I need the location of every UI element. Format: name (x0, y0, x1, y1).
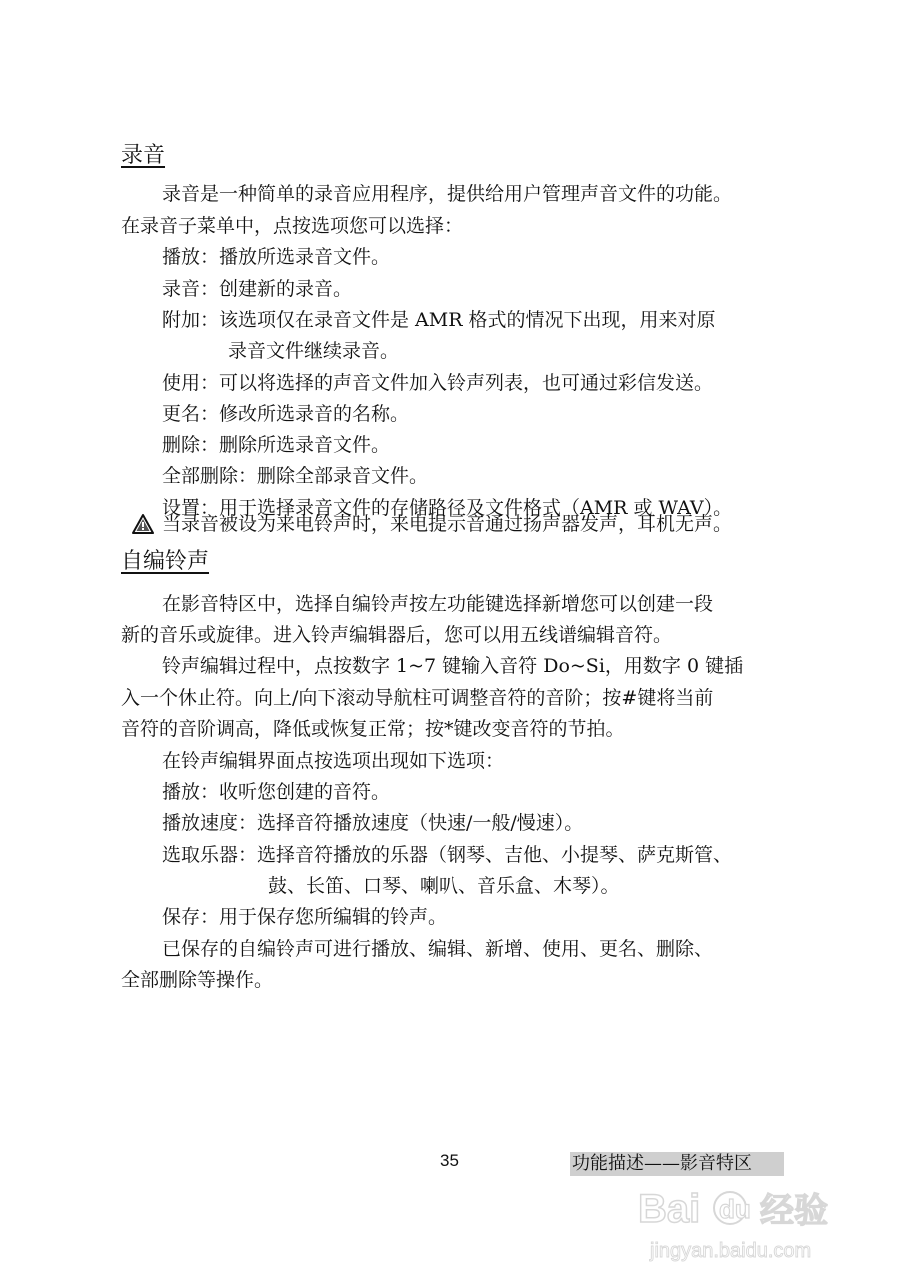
svg-text:Bai: Bai (638, 1187, 701, 1231)
recording-item-append: 附加：该选项仅在录音文件是 AMR 格式的情况下出现，用来对原 (162, 309, 716, 331)
ringtone-line-6: 在铃声编辑界面点按选项出现如下选项： (162, 750, 505, 772)
baidu-watermark-logo (620, 1160, 880, 1270)
recording-intro-line-1: 录音是一种简单的录音应用程序，提供给用户管理声音文件的功能。 (162, 183, 733, 205)
svg-text:jingyan.baidu.com: jingyan.baidu.com (650, 1240, 812, 1262)
recording-item-record: 录音：创建新的录音。 (162, 278, 353, 300)
chapter-label: 功能描述——影音特区 (570, 1152, 784, 1176)
ringtone-option-instrument-cont: 鼓、长笛、口琴、喇叭、音乐盒、木琴）。 (268, 875, 620, 897)
svg-text:du: du (719, 1194, 751, 1224)
ringtone-option-save: 保存：用于保存您所编辑的铃声。 (162, 906, 448, 928)
ringtone-option-speed: 播放速度：选择音符播放速度（快速/一般/慢速）。 (162, 812, 584, 834)
ringtone-line-5: 音符的音阶调高，降低或恢复正常；按*键改变音符的节拍。 (121, 718, 625, 740)
recording-item-rename: 更名：修改所选录音的名称。 (162, 403, 410, 425)
section-title-recording: 录音 (121, 143, 166, 168)
recording-item-append-cont: 录音文件继续录音。 (228, 340, 400, 362)
ringtone-line-1: 在影音特区中，选择自编铃声按左功能键选择新增您可以创建一段 (162, 593, 714, 615)
warning-triangle-icon (132, 513, 154, 535)
page-number: 35 (440, 1151, 459, 1170)
recording-intro-line-2: 在录音子菜单中，点按选项您可以选择： (121, 215, 464, 237)
ringtone-line-4: 入一个休止符。向上/向下滚动导航柱可调整音符的音阶；按#键将当前 (121, 687, 714, 709)
recording-item-delete-all: 全部删除：删除全部录音文件。 (162, 465, 429, 487)
ringtone-summary-line-1: 已保存的自编铃声可进行播放、编辑、新增、使用、更名、删除、 (162, 938, 714, 960)
recording-item-settings: 设置：用于选择录音文件的存储路径及文件格式（AMR 或 WAV）。 (162, 497, 733, 519)
ringtone-option-play: 播放：收听您创建的音符。 (162, 781, 391, 803)
section-title-ringtone: 自编铃声 (121, 549, 210, 574)
recording-item-play: 播放：播放所选录音文件。 (162, 246, 391, 268)
recording-note: 当录音被设为来电铃声时，来电提示音通过扬声器发声，耳机无声。 (162, 513, 733, 535)
ringtone-option-instrument: 选取乐器：选择音符播放的乐器（钢琴、吉他、小提琴、萨克斯管、 (162, 844, 733, 866)
recording-item-delete: 删除：删除所选录音文件。 (162, 434, 391, 456)
ringtone-line-2: 新的音乐或旋律。进入铃声编辑器后，您可以用五线谱编辑音符。 (121, 624, 673, 646)
ringtone-line-3: 铃声编辑过程中，点按数字 1~7 键输入音符 Do~Si，用数字 0 键插 (162, 655, 744, 677)
svg-text:经验: 经验 (760, 1191, 828, 1231)
ringtone-summary-line-2: 全部删除等操作。 (121, 969, 274, 991)
recording-item-use: 使用：可以将选择的声音文件加入铃声列表，也可通过彩信发送。 (162, 372, 714, 394)
